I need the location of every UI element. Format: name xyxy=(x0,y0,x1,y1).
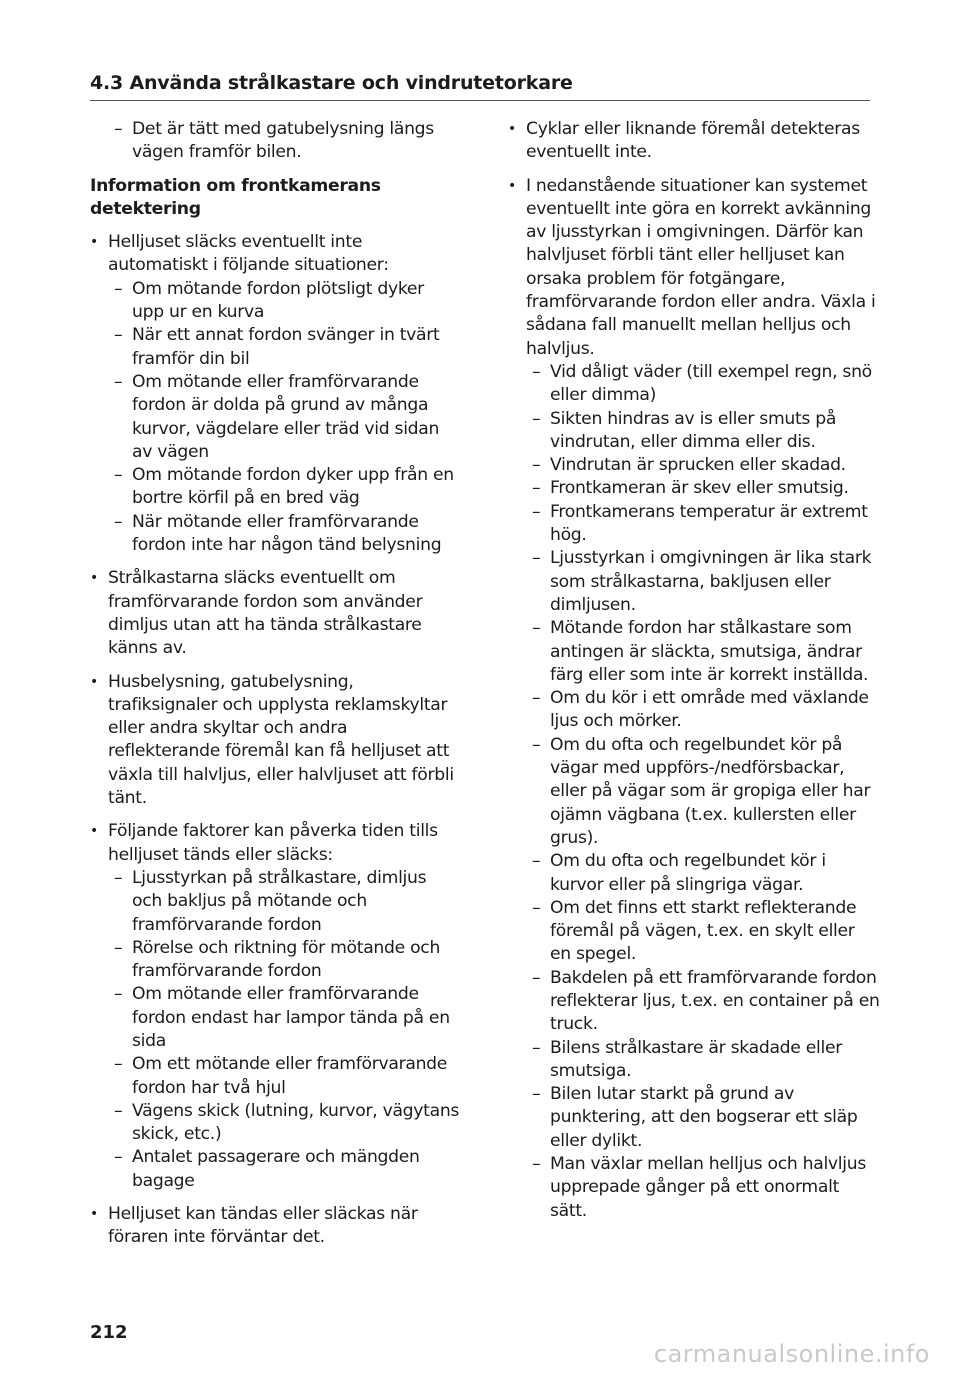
right-bullet-list xyxy=(508,118,880,1223)
list-item xyxy=(90,567,460,660)
list-item-text: • Husbelysning, gatubelysning, trafiksignaler och upplysta reklamskyltar eller andra skyltar och andra reflekterande föremål kan få helljuset att växla till halvljus, eller halvljuset att förbli tänt. xyxy=(108,671,454,809)
subsection-title: Information om frontkamerans detektering xyxy=(90,175,381,219)
list-sub-item: – Vindrutan är sprucken eller skadad. xyxy=(508,454,880,477)
list-sub-item: – Ljusstyrkan i omgivningen är lika stark som strålkastarna, bakljusen eller dimljusen. xyxy=(508,547,880,617)
list-item-text: • Helljuset kan tändas eller släckas när föraren inte förväntar det. xyxy=(108,1204,418,1248)
page-number: 212 xyxy=(90,1322,128,1343)
list-item-text: • Helljuset släcks eventuellt inte automatiskt i följande situationer: xyxy=(108,232,389,276)
list-item xyxy=(508,175,880,1223)
watermark: carmanualsonline.info xyxy=(653,1340,930,1368)
list-sub-item: – När ett annat fordon svänger in tvärt framför din bil xyxy=(90,324,460,371)
list-sub-item: – Om mötande fordon plötsligt dyker upp ur en kurva xyxy=(90,278,460,325)
list-sub-item: – Det är tätt med gatubelysning längs vägen framför bilen. xyxy=(90,118,460,165)
list-item xyxy=(90,1203,460,1250)
list-item-text: • Följande faktorer kan påverka tiden tills helljuset tänds eller släcks: xyxy=(108,821,438,865)
list-sub-item: – Bilens strålkastare är skadade eller smutsiga. xyxy=(508,1037,880,1084)
list-item-text: • Strålkastarna släcks eventuellt om framförvarande fordon som använder dimljus utan att ha tända strålkastare känns av. xyxy=(108,568,423,659)
list-sub-item: – Mötande fordon har stålkastare som antingen är släckta, smutsiga, ändrar färg eller som inte är korrekt inställda. xyxy=(508,617,880,687)
list-sub-item: – Om mötande eller framförvarande fordon är dolda på grund av många kurvor, vägdelare eller träd vid sidan av vägen xyxy=(90,371,460,464)
left-bullet-list xyxy=(90,231,460,1249)
list-sub-item: – Vägens skick (lutning, kurvor, vägytans skick, etc.) xyxy=(90,1100,460,1147)
list-sub-item: – Om mötande eller framförvarande fordon endast har lampor tända på en sida xyxy=(90,983,460,1053)
list-sub-item: – Om du kör i ett område med växlande ljus och mörker. xyxy=(508,687,880,734)
list-sub-item: – Man växlar mellan helljus och halvljus upprepade gånger på ett onormalt sätt. xyxy=(508,1153,880,1223)
list-item-text: • I nedanstående situationer kan systemet eventuellt inte göra en korrekt avkänning av ljusstyrkan i omgivningen. Därför kan halvljuset förbli tänt eller helljuset kan orsaka problem för fotgängare, framförvarande fordon eller andra. Växla i sådana fall manuellt mellan helljus och halvljus. xyxy=(526,175,876,359)
list-sub-item: – Om du ofta och regelbundet kör i kurvor eller på slingriga vägar. xyxy=(508,850,880,897)
list-sub-item: – Ljusstyrkan på strålkastare, dimljus och bakljus på mötande och framförvarande fordon xyxy=(90,867,460,937)
list-sub-item: – Bilen lutar starkt på grund av punktering, att den bogserar ett släp eller dylikt. xyxy=(508,1083,880,1153)
list-sub-item: – Bakdelen på ett framförvarande fordon reflekterar ljus, t.ex. en container på en truck. xyxy=(508,967,880,1037)
list-item xyxy=(508,118,880,165)
list-sub-item: – Vid dåligt väder (till exempel regn, snö eller dimma) xyxy=(508,361,880,408)
list-sub-item: – Sikten hindras av is eller smuts på vindrutan, eller dimma eller dis. xyxy=(508,408,880,455)
list-sub-item: – Frontkameran är skev eller smutsig. xyxy=(508,477,880,500)
list-sub-item: – Antalet passagerare och mängden bagage xyxy=(90,1146,460,1193)
list-sub-item: – Om du ofta och regelbundet kör på vägar med uppförs-/nedförsbackar, eller på vägar som är gropiga eller har ojämn vägbana (t.ex. kullersten eller grus). xyxy=(508,734,880,850)
list-sub-item: – Rörelse och riktning för mötande och framförvarande fordon xyxy=(90,937,460,984)
list-sub-item: – Frontkamerans temperatur är extremt hög. xyxy=(508,501,880,548)
right-column xyxy=(508,118,880,1233)
list-item-text: • Cyklar eller liknande föremål detekteras eventuellt inte. xyxy=(526,119,860,163)
list-sub-item: – Om det finns ett starkt reflekterande föremål på vägen, t.ex. en skylt eller en spegel. xyxy=(508,897,880,967)
list-item xyxy=(90,231,460,557)
left-column xyxy=(90,118,460,1260)
section-title: 4.3 Använda strålkastare och vindrutetorkare xyxy=(90,72,870,101)
list-sub-item: – Om ett mötande eller framförvarande fordon har två hjul xyxy=(90,1053,460,1100)
list-item xyxy=(90,820,460,1193)
list-item xyxy=(90,671,460,811)
list-sub-item: – När mötande eller framförvarande fordon inte har någon tänd belysning xyxy=(90,511,460,558)
list-sub-item: – Om mötande fordon dyker upp från en bortre körfil på en bred väg xyxy=(90,464,460,511)
